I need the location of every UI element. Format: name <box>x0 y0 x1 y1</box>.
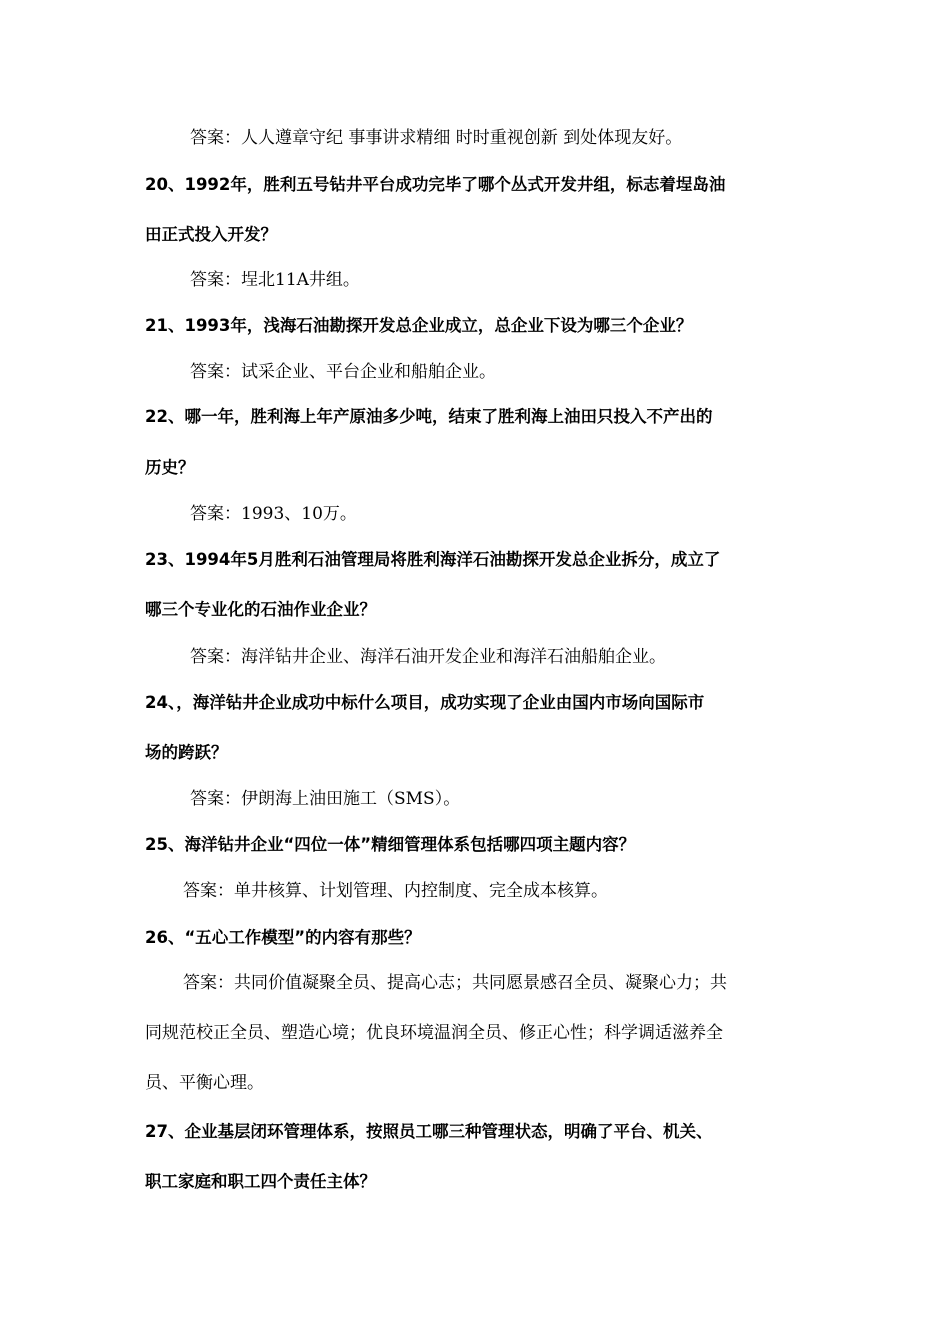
question-22-line-2: 历史？ <box>145 458 195 477</box>
answer-23: 答案：海洋钻井企业、海洋石油开发企业和海洋石油船舶企业。 <box>190 647 666 667</box>
answer-22: 答案：1993、10万。 <box>190 504 357 524</box>
answer-26-line-3: 员、平衡心理。 <box>145 1073 264 1093</box>
answer-21: 答案：试采企业、平台企业和船舶企业。 <box>190 362 496 382</box>
question-21: 21、1993年，浅海石油勘探开发总企业成立，总企业下设为哪三个企业？ <box>145 316 693 335</box>
answer-26-line-2: 同规范校正全员、塑造心境；优良环境温润全员、修正心性；科学调适滋养全 <box>145 1023 723 1043</box>
question-27-line-1: 27、企业基层闭环管理体系，按照员工哪三种管理状态，明确了平台、机关、 <box>145 1122 713 1141</box>
answer-25: 答案：单井核算、计划管理、内控制度、完全成本核算。 <box>183 881 608 901</box>
question-24-line-2: 场的跨跃？ <box>145 743 228 762</box>
answer-26-line-1: 答案：共同价值凝聚全员、提高心志；共同愿景感召全员、凝聚心力；共 <box>183 973 727 993</box>
question-27-line-2: 职工家庭和职工四个责任主体？ <box>145 1172 376 1191</box>
question-23-line-2: 哪三个专业化的石油作业企业？ <box>145 600 376 619</box>
question-24-line-1: 24、，海洋钻井企业成功中标什么项目，成功实现了企业由国内市场向国际市 <box>145 693 705 712</box>
answer-24: 答案：伊朗海上油田施工（SMS）。 <box>190 789 461 809</box>
question-22-line-1: 22、哪一年，胜利海上年产原油多少吨，结束了胜利海上油田只投入不产出的 <box>145 407 713 426</box>
question-20-line-2: 田正式投入开发？ <box>145 225 277 244</box>
question-23-line-1: 23、1994年5月胜利石油管理局将胜利海洋石油勘探开发总企业拆分，成立了 <box>145 550 721 569</box>
question-26: 26、“五心工作模型”的内容有那些？ <box>145 928 421 947</box>
question-25: 25、海洋钻井企业“四位一体”精细管理体系包括哪四项主题内容？ <box>145 835 636 854</box>
answer-line: 答案：人人遵章守纪 事事讲求精细 时时重视创新 到处体现友好。 <box>190 128 683 148</box>
question-20-line-1: 20、1992年，胜利五号钻井平台成功完毕了哪个丛式开发井组，标志着埕岛油 <box>145 175 726 194</box>
answer-20: 答案：埕北11A井组。 <box>190 270 360 290</box>
